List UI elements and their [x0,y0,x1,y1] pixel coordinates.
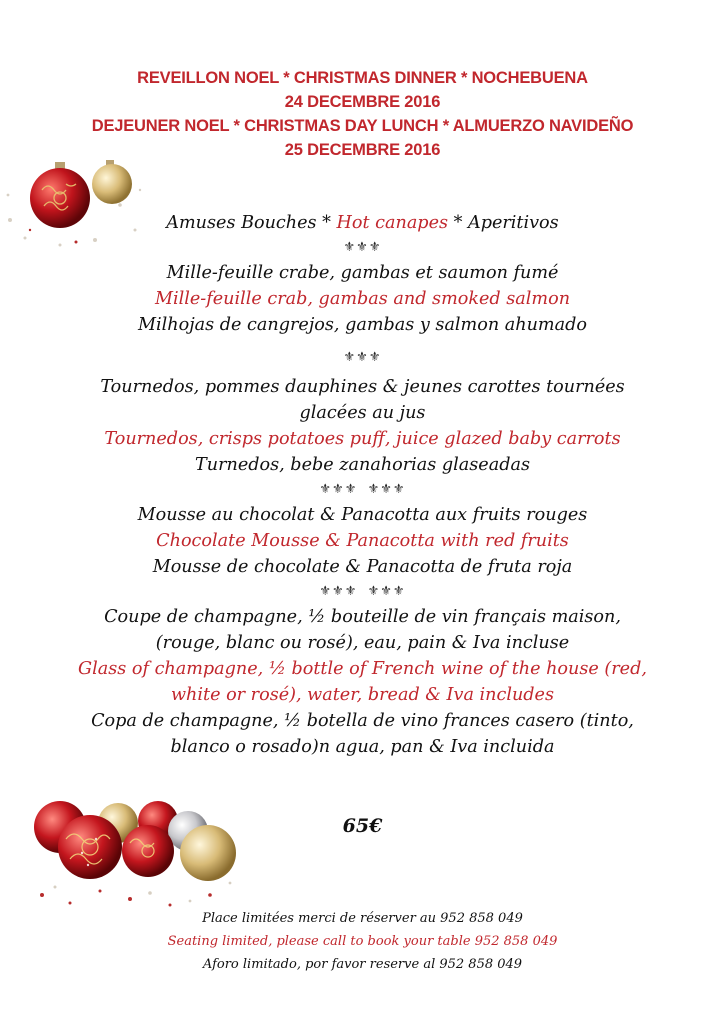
header-date-lunch: 25 DECEMBRE 2016 [284,141,441,159]
drinks-fr-line1: Coupe de champagne, ½ bouteille de vin français maison, [104,607,621,627]
dessert-es: Mousse de chocolate & Panacotta de fruta roja [152,557,573,577]
footer-es: Aforo limitado, por favor reserve al 952 858 049 [202,957,523,972]
main-es: Turnedos, bebe zanahorias glaseadas [195,455,530,475]
menu-price: 65€ [342,815,383,837]
fleur-de-lis-ornament-double: ⚜⚜⚜ ⚜⚜⚜ [319,584,406,599]
main-fr-line1: Tournedos, pommes dauphines & jeunes carottes tournées [100,377,625,397]
drinks-es-line1: Copa de champagne, ½ botella de vino frances casero (tinto, [91,711,634,731]
starter-fr: Mille-feuille crabe, gambas et saumon fumé [166,263,559,283]
header-line-lunch: DEJEUNER NOEL * CHRISTMAS DAY LUNCH * ALMUERZO NAVIDEÑO [91,117,634,135]
fleur-de-lis-ornament-double: ⚜⚜⚜ ⚜⚜⚜ [319,482,406,497]
starter-en: Mille-feuille crab, gambas and smoked salmon [154,289,571,309]
footer-fr: Place limitées merci de réserver au 952 858 049 [202,911,523,926]
amuses-bouches-line: Amuses Bouches * Hot canapes * Aperitivos [166,213,559,233]
drinks-en-line2: white or rosé), water, bread & Iva includes [171,685,554,705]
fleur-de-lis-ornament: ⚜⚜⚜ [343,350,382,365]
christmas-baubles-bottom-image [30,795,240,910]
fleur-de-lis-ornament: ⚜⚜⚜ [343,240,382,255]
menu-body [0,210,725,760]
dessert-fr: Mousse au chocolat & Panacotta aux fruits rouges [137,505,588,525]
starter-es: Milhojas de cangrejos, gambas y salmon ahumado [138,315,587,335]
header-line-dinner: REVEILLON NOEL * CHRISTMAS DINNER * NOCHEBUENA [137,69,588,87]
header-date-dinner: 24 DECEMBRE 2016 [284,93,441,111]
drinks-es-line2: blanco o rosado)n agua, pan & Iva incluida [170,737,555,757]
main-fr-line2: glacées au jus [299,403,426,423]
drinks-en-line1: Glass of champagne, ½ bottle of French wine of the house (red, [78,659,647,679]
dessert-en: Chocolate Mousse & Panacotta with red fruits [156,531,569,551]
reservation-footer [0,907,725,976]
footer-en: Seating limited, please call to book your table 952 858 049 [167,934,558,949]
drinks-fr-line2: (rouge, blanc ou rosé), eau, pain & Iva incluse [155,633,570,653]
menu-header [0,66,725,162]
main-en: Tournedos, crisps potatoes puff, juice glazed baby carrots [104,429,621,449]
